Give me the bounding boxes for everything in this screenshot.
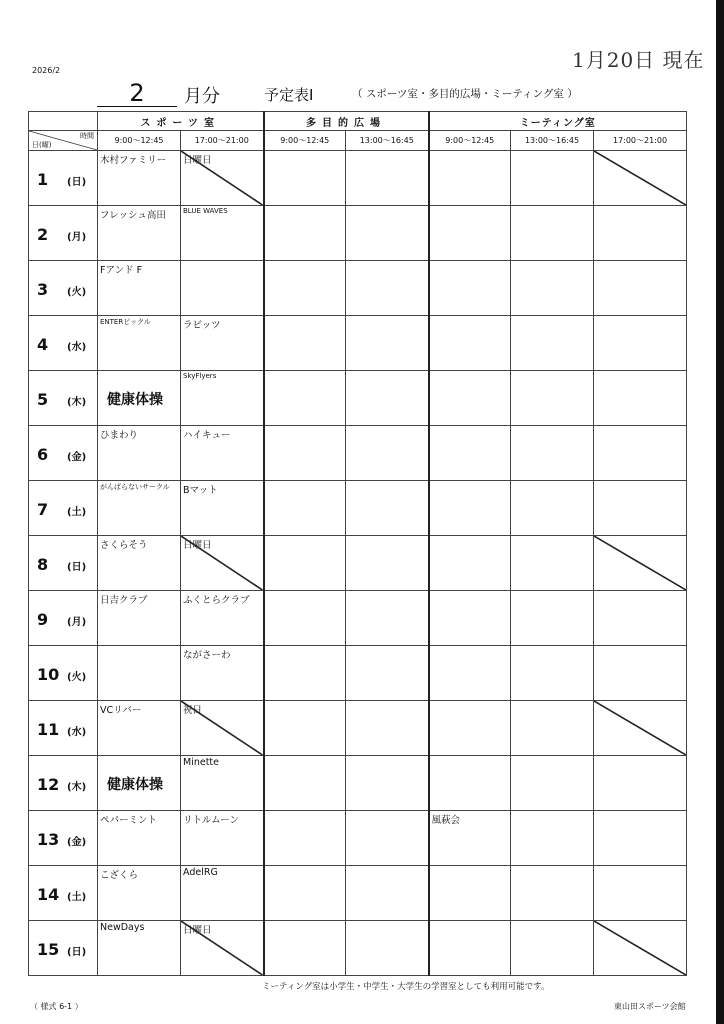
slot-sports-am[interactable] bbox=[98, 536, 181, 591]
slot-meeting-pm[interactable] bbox=[511, 481, 594, 536]
booking-entry: 日曜日 bbox=[183, 155, 212, 166]
unavailable-slash bbox=[594, 536, 686, 590]
day-row bbox=[29, 591, 687, 646]
slot-meeting-am[interactable] bbox=[429, 591, 511, 646]
slot-sports-evening[interactable] bbox=[181, 756, 264, 811]
slot-meeting-evening[interactable] bbox=[594, 701, 687, 756]
day-number: 9 bbox=[37, 610, 49, 629]
booking-entry: 木村ファミリー bbox=[100, 155, 167, 166]
slot-plaza-am[interactable] bbox=[264, 316, 346, 371]
slot-meeting-pm[interactable] bbox=[511, 151, 594, 206]
year-month: 2026/2 bbox=[32, 66, 61, 75]
day-cell bbox=[29, 206, 98, 261]
day-number: 2 bbox=[37, 225, 49, 244]
booking-entry: こざくら bbox=[100, 870, 139, 881]
day-cell bbox=[29, 866, 98, 921]
slot-meeting-evening[interactable] bbox=[594, 151, 687, 206]
slot-plaza-pm[interactable] bbox=[346, 756, 429, 811]
booking-entry: 風萩会 bbox=[431, 815, 461, 826]
slot-sports-am[interactable] bbox=[98, 316, 181, 371]
day-row bbox=[29, 316, 687, 371]
booking-entry: ふくとらクラブ bbox=[183, 595, 250, 606]
time-slot-header: 9:00～12:45 bbox=[264, 131, 346, 151]
slot-plaza-pm[interactable] bbox=[346, 426, 429, 481]
corner-cell bbox=[29, 131, 98, 151]
page-title: 予定表Ⅰ bbox=[264, 86, 314, 104]
slot-sports-am[interactable] bbox=[98, 206, 181, 261]
organization-name: 東山田スポーツ会館 bbox=[614, 1002, 686, 1011]
day-cell bbox=[29, 811, 98, 866]
day-number: 14 bbox=[37, 885, 60, 904]
slot-meeting-pm[interactable] bbox=[511, 261, 594, 316]
time-slot-header: 13:00～16:45 bbox=[346, 131, 429, 151]
weekday: (水) bbox=[67, 342, 87, 353]
slot-sports-evening[interactable] bbox=[181, 811, 264, 866]
slot-plaza-pm[interactable] bbox=[346, 481, 429, 536]
day-row bbox=[29, 426, 687, 481]
booking-entry: 日吉クラブ bbox=[100, 595, 148, 606]
slot-meeting-evening[interactable] bbox=[594, 756, 687, 811]
day-cell bbox=[29, 701, 98, 756]
slot-meeting-pm[interactable] bbox=[511, 371, 594, 426]
day-cell bbox=[29, 316, 98, 371]
booking-entry: ハイキュー bbox=[183, 430, 231, 441]
group-meeting-room: ミーティング室 bbox=[429, 112, 687, 131]
slot-meeting-evening[interactable] bbox=[594, 206, 687, 261]
unavailable-slash bbox=[181, 151, 263, 205]
slot-sports-am[interactable] bbox=[98, 426, 181, 481]
slot-meeting-am[interactable] bbox=[429, 426, 511, 481]
unavailable-slash bbox=[181, 536, 263, 590]
day-row bbox=[29, 371, 687, 426]
footer-note: ミーティング室は小学生・中学生・大学生の学習室としても利用可能です。 bbox=[262, 982, 550, 992]
slot-plaza-pm[interactable] bbox=[346, 811, 429, 866]
slot-sports-evening[interactable] bbox=[181, 426, 264, 481]
group-header-row bbox=[29, 112, 687, 131]
slot-plaza-pm[interactable] bbox=[346, 316, 429, 371]
slot-plaza-pm[interactable] bbox=[346, 866, 429, 921]
slot-sports-am[interactable] bbox=[98, 756, 181, 811]
slot-plaza-pm[interactable] bbox=[346, 371, 429, 426]
slot-meeting-am[interactable] bbox=[429, 316, 511, 371]
corner-time-label: 時間 bbox=[80, 132, 94, 140]
slot-plaza-pm[interactable] bbox=[346, 536, 429, 591]
booking-entry: 健康体操 bbox=[107, 392, 163, 408]
slot-sports-am[interactable] bbox=[98, 921, 181, 976]
slot-meeting-pm[interactable] bbox=[511, 536, 594, 591]
slot-sports-am[interactable] bbox=[98, 811, 181, 866]
day-cell bbox=[29, 756, 98, 811]
booking-entry: 祝日 bbox=[183, 705, 203, 716]
booking-entry: Fアンド F bbox=[100, 265, 143, 276]
weekday: (日) bbox=[67, 177, 87, 188]
day-number: 5 bbox=[37, 390, 49, 409]
day-cell bbox=[29, 646, 98, 701]
slot-meeting-am[interactable] bbox=[429, 701, 511, 756]
group-sports-room: スポーツ室 bbox=[98, 112, 264, 131]
booking-entry: AdelRG bbox=[183, 867, 218, 878]
slot-meeting-pm[interactable] bbox=[511, 811, 594, 866]
slot-meeting-pm[interactable] bbox=[511, 206, 594, 261]
slot-meeting-am[interactable] bbox=[429, 536, 511, 591]
day-number: 10 bbox=[37, 665, 60, 684]
day-row bbox=[29, 481, 687, 536]
slot-plaza-am[interactable] bbox=[264, 536, 346, 591]
weekday: (木) bbox=[67, 782, 87, 793]
weekday: (水) bbox=[67, 727, 87, 738]
slot-sports-evening[interactable] bbox=[181, 701, 264, 756]
page-subtitle: （ スポーツ室・多目的広場・ミーティング室 ） bbox=[352, 88, 578, 100]
day-number: 3 bbox=[37, 280, 49, 299]
slot-plaza-am[interactable] bbox=[264, 591, 346, 646]
day-number: 11 bbox=[37, 720, 60, 739]
time-slot-header: 17:00～21:00 bbox=[181, 131, 264, 151]
slot-plaza-am[interactable] bbox=[264, 701, 346, 756]
slot-sports-evening[interactable] bbox=[181, 261, 264, 316]
slot-sports-evening[interactable] bbox=[181, 481, 264, 536]
weekday: (火) bbox=[67, 287, 87, 298]
time-slot-header: 9:00～12:45 bbox=[429, 131, 511, 151]
slot-sports-evening[interactable] bbox=[181, 866, 264, 921]
form-number: （ 様式 6-1 ） bbox=[30, 1002, 83, 1011]
day-row bbox=[29, 206, 687, 261]
day-cell bbox=[29, 426, 98, 481]
slot-meeting-pm[interactable] bbox=[511, 646, 594, 701]
booking-entry: Minette bbox=[183, 757, 219, 768]
slot-meeting-am[interactable] bbox=[429, 811, 511, 866]
day-row bbox=[29, 151, 687, 206]
weekday: (土) bbox=[67, 507, 87, 518]
day-number: 7 bbox=[37, 500, 49, 519]
day-row bbox=[29, 536, 687, 591]
weekday: (木) bbox=[67, 397, 87, 408]
slot-sports-am[interactable] bbox=[98, 371, 181, 426]
unavailable-slash bbox=[594, 921, 686, 975]
day-number: 15 bbox=[37, 940, 60, 959]
slot-meeting-am[interactable] bbox=[429, 646, 511, 701]
booking-entry: Bマット bbox=[183, 485, 218, 496]
slot-meeting-pm[interactable] bbox=[511, 866, 594, 921]
day-cell bbox=[29, 591, 98, 646]
slot-meeting-pm[interactable] bbox=[511, 756, 594, 811]
slot-meeting-pm[interactable] bbox=[511, 316, 594, 371]
slot-meeting-pm[interactable] bbox=[511, 591, 594, 646]
slot-meeting-evening[interactable] bbox=[594, 371, 687, 426]
slot-meeting-am[interactable] bbox=[429, 921, 511, 976]
slot-meeting-pm[interactable] bbox=[511, 921, 594, 976]
slot-sports-am[interactable] bbox=[98, 646, 181, 701]
slot-sports-am[interactable] bbox=[98, 866, 181, 921]
slot-plaza-am[interactable] bbox=[264, 921, 346, 976]
weekday: (月) bbox=[67, 232, 87, 243]
slot-meeting-am[interactable] bbox=[429, 756, 511, 811]
day-number: 6 bbox=[37, 445, 49, 464]
slot-plaza-pm[interactable] bbox=[346, 261, 429, 316]
booking-entry: フレッシュ高田 bbox=[100, 210, 166, 221]
unavailable-slash bbox=[594, 151, 686, 205]
slot-plaza-am[interactable] bbox=[264, 206, 346, 261]
slot-meeting-am[interactable] bbox=[429, 151, 511, 206]
unavailable-slash bbox=[181, 921, 263, 975]
time-slot-header: 9:00～12:45 bbox=[98, 131, 181, 151]
day-number: 8 bbox=[37, 555, 49, 574]
slot-sports-am[interactable] bbox=[98, 591, 181, 646]
slot-sports-evening[interactable] bbox=[181, 151, 264, 206]
slot-sports-evening[interactable] bbox=[181, 536, 264, 591]
booking-entry: 日曜日 bbox=[183, 925, 212, 936]
day-row bbox=[29, 646, 687, 701]
booking-entry: VCリバー bbox=[100, 705, 142, 716]
weekday: (金) bbox=[67, 452, 87, 463]
slot-meeting-pm[interactable] bbox=[511, 426, 594, 481]
booking-entry: ラビッツ bbox=[183, 320, 221, 331]
slot-plaza-pm[interactable] bbox=[346, 701, 429, 756]
booking-entry: さくらそう bbox=[100, 540, 148, 551]
slot-plaza-am[interactable] bbox=[264, 866, 346, 921]
day-cell bbox=[29, 151, 98, 206]
slot-sports-evening[interactable] bbox=[181, 591, 264, 646]
slot-meeting-am[interactable] bbox=[429, 371, 511, 426]
weekday: (土) bbox=[67, 892, 87, 903]
slot-sports-evening[interactable] bbox=[181, 316, 264, 371]
slot-meeting-evening[interactable] bbox=[594, 591, 687, 646]
day-cell bbox=[29, 536, 98, 591]
time-header-row bbox=[29, 131, 687, 151]
booking-entry: NewDays bbox=[100, 922, 145, 933]
day-number: 12 bbox=[37, 775, 60, 794]
time-slot-header: 13:00～16:45 bbox=[511, 131, 594, 151]
unavailable-slash bbox=[181, 701, 263, 755]
day-cell bbox=[29, 261, 98, 316]
slot-plaza-am[interactable] bbox=[264, 481, 346, 536]
slot-plaza-am[interactable] bbox=[264, 371, 346, 426]
slot-meeting-am[interactable] bbox=[429, 866, 511, 921]
slot-meeting-am[interactable] bbox=[429, 261, 511, 316]
slot-meeting-evening[interactable] bbox=[594, 866, 687, 921]
day-cell bbox=[29, 481, 98, 536]
corner-day-label: 日(曜) bbox=[32, 141, 52, 149]
weekday: (火) bbox=[67, 672, 87, 683]
booking-entry: ペパーミント bbox=[100, 815, 158, 826]
group-multipurpose-plaza: 多目的広場 bbox=[264, 112, 429, 131]
slot-meeting-evening[interactable] bbox=[594, 481, 687, 536]
time-slot-header: 17:00～21:00 bbox=[594, 131, 687, 151]
handwritten-date-note: 1月20日 現在 bbox=[572, 48, 705, 72]
slot-plaza-am[interactable] bbox=[264, 151, 346, 206]
slot-sports-evening[interactable] bbox=[181, 371, 264, 426]
day-cell bbox=[29, 921, 98, 976]
slot-plaza-pm[interactable] bbox=[346, 646, 429, 701]
booking-entry: リトルムーン bbox=[183, 815, 239, 826]
booking-entry: 健康体操 bbox=[107, 777, 163, 793]
slot-plaza-am[interactable] bbox=[264, 426, 346, 481]
booking-entry: ENTERピックル bbox=[100, 318, 151, 326]
booking-entry: ひまわり bbox=[100, 430, 139, 441]
day-cell bbox=[29, 371, 98, 426]
unavailable-slash bbox=[594, 701, 686, 755]
day-number: 4 bbox=[37, 335, 49, 354]
slot-sports-am[interactable] bbox=[98, 481, 181, 536]
slot-meeting-evening[interactable] bbox=[594, 811, 687, 866]
booking-entry: ながさーわ bbox=[183, 650, 231, 661]
slot-meeting-evening[interactable] bbox=[594, 646, 687, 701]
day-row bbox=[29, 701, 687, 756]
booking-entry: がんばらないサークル bbox=[100, 483, 170, 491]
slot-meeting-evening[interactable] bbox=[594, 921, 687, 976]
weekday: (日) bbox=[67, 562, 87, 573]
corner-blank bbox=[29, 112, 98, 131]
slot-plaza-am[interactable] bbox=[264, 261, 346, 316]
slot-meeting-evening[interactable] bbox=[594, 316, 687, 371]
day-row bbox=[29, 261, 687, 316]
slot-plaza-am[interactable] bbox=[264, 756, 346, 811]
slot-plaza-pm[interactable] bbox=[346, 921, 429, 976]
day-number: 13 bbox=[37, 830, 60, 849]
booking-entry: BLUE WAVES bbox=[183, 207, 228, 215]
slot-meeting-am[interactable] bbox=[429, 481, 511, 536]
slot-plaza-am[interactable] bbox=[264, 646, 346, 701]
slot-plaza-pm[interactable] bbox=[346, 591, 429, 646]
schedule-table bbox=[28, 111, 687, 976]
weekday: (月) bbox=[67, 617, 87, 628]
slot-plaza-pm[interactable] bbox=[346, 206, 429, 261]
weekday: (金) bbox=[67, 837, 87, 848]
slot-sports-evening[interactable] bbox=[181, 206, 264, 261]
slot-sports-evening[interactable] bbox=[181, 921, 264, 976]
day-number: 1 bbox=[37, 170, 49, 189]
slot-meeting-evening[interactable] bbox=[594, 261, 687, 316]
booking-entry: SkyFlyers bbox=[183, 372, 217, 380]
slot-sports-am[interactable] bbox=[98, 701, 181, 756]
slot-plaza-pm[interactable] bbox=[346, 151, 429, 206]
scan-edge bbox=[716, 0, 724, 1024]
slot-sports-am[interactable] bbox=[98, 261, 181, 316]
slot-sports-evening[interactable] bbox=[181, 646, 264, 701]
month-label: 月分 bbox=[184, 86, 220, 107]
slot-sports-am[interactable] bbox=[98, 151, 181, 206]
day-row bbox=[29, 811, 687, 866]
slot-meeting-evening[interactable] bbox=[594, 536, 687, 591]
slot-meeting-evening[interactable] bbox=[594, 426, 687, 481]
slot-plaza-am[interactable] bbox=[264, 811, 346, 866]
day-row bbox=[29, 756, 687, 811]
day-row bbox=[29, 866, 687, 921]
booking-entry: 日曜日 bbox=[183, 540, 212, 551]
slot-meeting-pm[interactable] bbox=[511, 701, 594, 756]
weekday: (日) bbox=[67, 947, 87, 958]
slot-meeting-am[interactable] bbox=[429, 206, 511, 261]
day-row bbox=[29, 921, 687, 976]
month-number: 2 bbox=[97, 80, 177, 107]
